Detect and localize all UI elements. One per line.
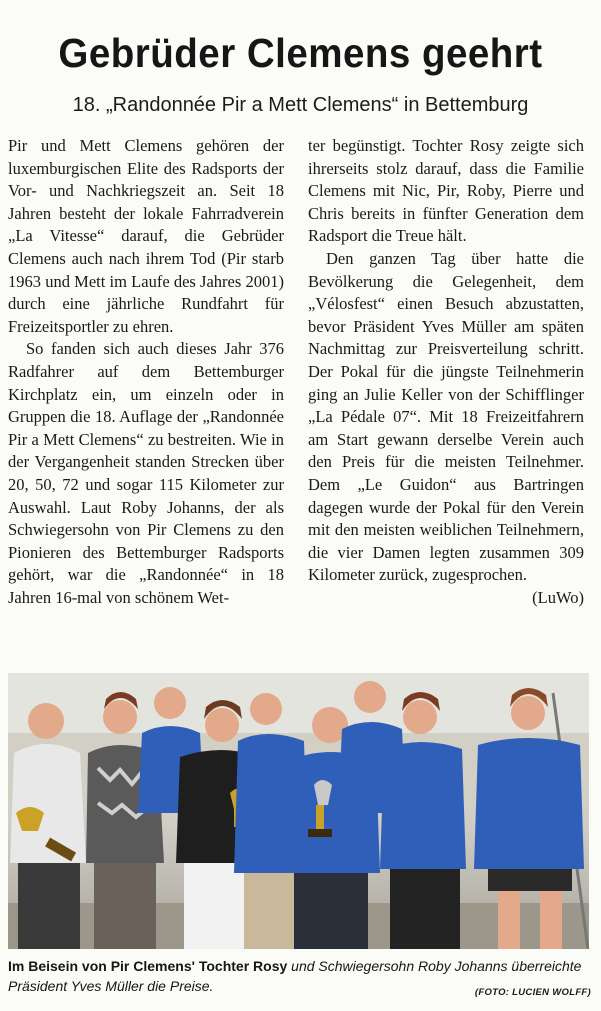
paragraph: ter begünstigt. Tochter Rosy zeigte sich ihrerseits stolz darauf, dass die Familie Clemens mit Nic, Pir, Roby, Pierre und Chris bereits in fünfter Generation dem Radsport die Treue hält. bbox=[308, 136, 584, 246]
article-column-left bbox=[8, 135, 284, 655]
group-photo bbox=[8, 673, 589, 949]
paragraph bbox=[308, 248, 584, 607]
caption-italic: und Schwiegersohn Roby Johanns überreichte Präsident Yves Müller die Preise. bbox=[8, 958, 582, 994]
author-signature: (LuWo) bbox=[532, 587, 584, 607]
article-column-right bbox=[308, 135, 584, 655]
paragraph-text: Den ganzen Tag über hatte die Bevölkerung die Gelegenheit, dem „Vélosfest“ einen Besuch abzustatten, bevor Präsident Yves Müller am späten Nachmittag zur Preisverteilung schritt. Der Pokal für die jüngste Teilnehmerin ging an Julie Keller von der Schifflinger „La Pédale 07“. Mit 18 Freizeitfahrern am Start gewann derselbe Verein auch den Preis für die meisten Teilnehmer. Dem „Le Guidon“ aus Bartringen dagegen wurde der Pokal für den Verein mit den meisten weiblichen Teilnehmern, die vier Damen legten zusammen 309 Kilometer zurück, zugesprochen. bbox=[308, 248, 584, 585]
photo-credit: (FOTO: LUCIEN WOLFF) bbox=[474, 987, 591, 998]
caption-bold: Im Beisein von Pir Clemens' Tochter Rosy bbox=[8, 958, 288, 974]
headline: Gebrüder Clemens geehrt bbox=[58, 30, 543, 76]
paragraph: Pir und Mett Clemens gehören der luxemburgischen Elite des Radsports der Vor- und Nachkriegszeit an. Seit 18 Jahren besteht der lokale Fahrradverein „La Vitesse“ darauf, die Gebrüder Clemens auch nach ihrem Tod (Pir starb 1963 und Mett im Laufe des Jahres 2001) durch eine jährliche Rundfahrt für Freizeitsportler zu ehren. bbox=[8, 136, 284, 336]
group-photo-illustration bbox=[8, 673, 589, 949]
paragraph: So fanden sich auch dieses Jahr 376 Radfahrer auf dem Bettemburger Kirchplatz ein, um einzeln oder in Gruppen die 18. Auflage der „Randonnée Pir a Mett Clemens“ zu bestreiten. Wie in der Vergangenheit standen Strecken über 20, 50, 72 und sogar 115 Kilometer zur Auswahl. Laut Roby Johanns, der als Schwiegersohn von Pir Clemens zu den Pionieren des Bettemburger Radsports gehört, war die „Randonnée“ in 18 Jahren 16-mal von schönem Wet- bbox=[8, 339, 284, 607]
subheadline: 18. „Randonnée Pir a Mett Clemens“ in Bettemburg bbox=[72, 94, 529, 116]
